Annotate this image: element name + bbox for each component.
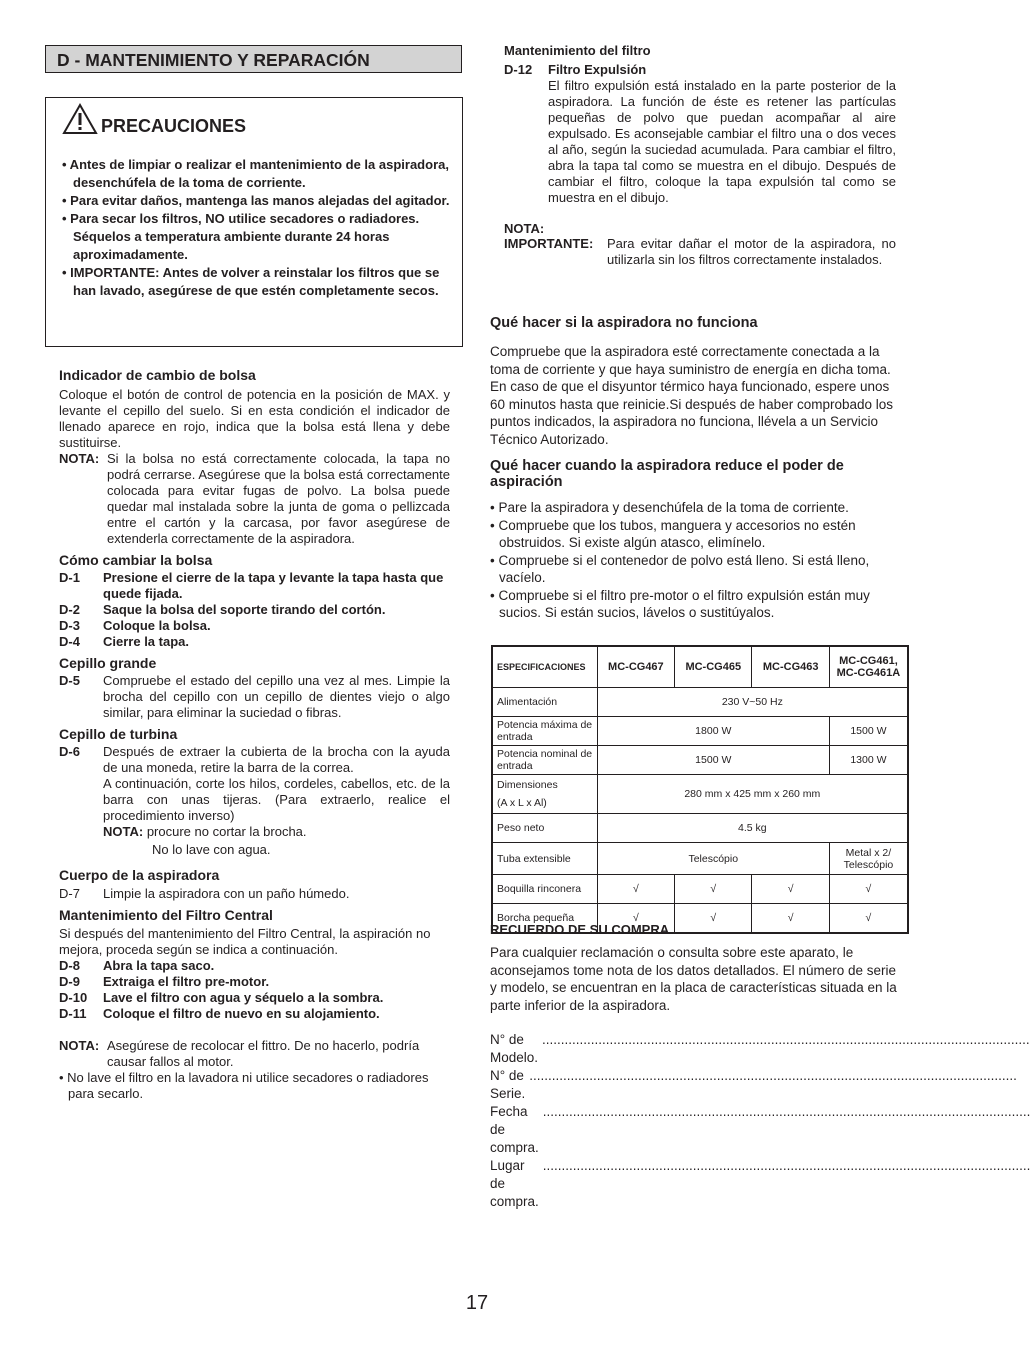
power-item: • Compruebe que los tubos, manguera y accesorios no estén obstruidos. Si existe algún atasco, elimínelo. <box>490 517 856 550</box>
body-title: Cuerpo de la aspiradora <box>59 867 220 883</box>
power-item: • Compruebe si el contenedor de polvo está lleno. Si está lleno, vacíelo. <box>490 552 870 585</box>
step-row <box>59 990 450 1006</box>
section-title: D - MANTENIMIENTO Y REPARACIÓN <box>45 45 462 73</box>
step-key: D-1 <box>59 570 80 585</box>
page-number: 17 <box>465 1292 489 1314</box>
left-column <box>59 367 450 1102</box>
purchase-field <box>490 1067 1017 1103</box>
step-key: D-9 <box>59 974 80 989</box>
table-cell: Potencia nominal de entrada <box>492 746 597 775</box>
precautions-title: PRECAUCIONES <box>101 116 247 136</box>
step-row <box>59 673 450 721</box>
nofunc-text: Compruebe que la aspiradora esté correctamente conectada a la toma de corriente y que haya suministro de energía en dicha toma. En caso de que el disyuntor térmico haya funcionado, espere unos 60 minutos hasta que reinicie.Si después de haber comprobado los puntos indicados, la aspiradora no funciona, llévela a un Servicio Técnico Autorizado. <box>490 344 894 447</box>
dotted-line: .................................................................................................................................. <box>542 1158 1030 1173</box>
check-icon: √ <box>829 875 908 904</box>
power-item: • Pare la aspiradora y desenchúfela de la toma de corriente. <box>490 500 849 515</box>
note-text: No lo lave con agua. <box>152 842 271 857</box>
step-text: Extraiga el filtro pre-motor. <box>103 974 270 989</box>
step-text: Compruebe el estado del cepillo una vez al mes. Limpie la brocha del cepillo con un cepillo de dientes viejo o algo similar, para eliminar la suciedad o fibras. <box>103 673 450 720</box>
table-header: MC-CG463 <box>752 646 829 688</box>
table-header: ESPECIFICACIONES <box>492 646 597 688</box>
note-label: NOTA: <box>59 1038 100 1053</box>
table-cell: Peso neto <box>492 814 597 843</box>
step-key: D-5 <box>59 673 80 688</box>
check-icon: √ <box>752 904 829 934</box>
bag-indicator-title: Indicador de cambio de bolsa <box>59 367 256 383</box>
step-row <box>59 886 450 902</box>
precaution-item: • Para secar los filtros, NO utilice secadores o radiadores. Séquelos a temperatura ambiente durante 24 horas aproximadamente. <box>62 211 420 262</box>
table-row <box>492 843 908 875</box>
table-cell: 230 V~50 Hz <box>597 688 908 717</box>
step-text: Limpie la aspiradora con un paño húmedo. <box>103 886 350 901</box>
table-cell: 1300 W <box>829 746 908 775</box>
spec-table <box>491 645 909 934</box>
step-key: D-6 <box>59 744 80 759</box>
table-row <box>492 688 908 717</box>
check-icon: √ <box>675 875 752 904</box>
table-row <box>492 775 908 814</box>
purchase-text: Para cualquier reclamación o consulta sobre este aparato, le aconsejamos tome nota de los datos detallados. El número de serie y modelo, se encuentran en la placa de características situada en la parte inferior de la aspiradora. <box>490 945 897 1013</box>
d12-row <box>504 62 896 206</box>
warning-icon <box>62 103 98 135</box>
check-icon: √ <box>675 904 752 934</box>
table-cell: Boquilla rinconera <box>492 875 597 904</box>
bag-indicator-text: Coloque el botón de control de potencia en la posición de MAX. y levante el cepillo del suelo. Si en esta condición el indicador de llenado aparece en rojo, indica que la bolsa está llena y debe sustituirse. <box>59 387 450 450</box>
change-bag-title: Cómo cambiar la bolsa <box>59 552 213 568</box>
table-cell: 4.5 kg <box>597 814 908 843</box>
step-text: Después de extraer la cubierta de la brocha con la ayuda de una moneda, retire la barra de la correa. <box>103 744 450 775</box>
field-label: Lugar de compra. <box>490 1158 539 1209</box>
note-label: NOTA: <box>103 824 144 839</box>
purchase-section <box>490 922 1030 1211</box>
bag-indicator-note <box>59 451 450 547</box>
purchase-fields <box>490 1031 1030 1211</box>
power-item: • Compruebe si el filtro pre-motor o el filtro expulsión están muy sucios. Si están sucios, lávelos o sustitúyalos. <box>490 587 870 620</box>
step-row <box>59 634 450 650</box>
table-cell: 1800 W <box>597 717 829 746</box>
purchase-field <box>490 1031 1030 1067</box>
step-text: Coloque la bolsa. <box>103 618 211 633</box>
step-key: D-10 <box>59 990 88 1005</box>
header-line: MC-CG461A <box>836 667 901 679</box>
dotted-line: .................................................................................................................................. <box>542 1032 1030 1047</box>
check-icon: √ <box>597 904 674 934</box>
table-row <box>492 717 908 746</box>
step-row <box>59 618 450 634</box>
d12-title: Filtro Expulsión <box>548 62 647 77</box>
dotted-line: .................................................................................................................................. <box>542 1104 1030 1119</box>
important-text: Para evitar dañar el motor de la aspiradora, no utilizarla sin los filtros correctamente instalados. <box>607 236 896 267</box>
table-row <box>492 875 908 904</box>
purchase-title: RECUERDO DE SU COMPRA <box>490 922 670 937</box>
step-text: Coloque el filtro de nuevo en su alojamiento. <box>103 1006 380 1021</box>
step-key: D-8 <box>59 958 80 973</box>
table-cell: Alimentación <box>492 688 597 717</box>
central-filter-note <box>59 1038 450 1070</box>
step-row <box>59 602 450 618</box>
table-cell: Tuba extensible <box>492 843 597 875</box>
header-line: MC-CG461, <box>839 655 898 667</box>
table-header: MC-CG467 <box>597 646 674 688</box>
nofunc-title: Qué hacer si la aspiradora no funciona <box>490 315 758 331</box>
troubleshoot-section <box>490 315 905 622</box>
table-row <box>492 814 908 843</box>
step-key: D-7 <box>59 886 80 901</box>
step-row <box>59 744 450 858</box>
central-filter-bullet <box>59 1070 450 1102</box>
step-text: A continuación, corte los hilos, cordeles, cabellos, etc. de la barra con unas tijeras. (Para extraerlo, realice el procedimiento inverso) <box>103 776 450 823</box>
note-label: NOTA: <box>59 451 100 466</box>
power-title: Qué hacer cuando la aspiradora reduce el poder de aspiración <box>490 458 844 490</box>
central-filter-text: Si después del mantenimiento del Filtro Central, la aspiración no mejora, proceda según se indica a continuación. <box>59 926 431 957</box>
step-row <box>59 958 450 974</box>
step-row <box>59 570 450 602</box>
table-cell: 1500 W <box>829 717 908 746</box>
note-text: Asegúrese de recolocar el fittro. De no hacerlo, podría causar fallos al motor. <box>107 1038 420 1069</box>
table-header-row <box>492 646 908 688</box>
table-cell: Telescópio <box>597 843 829 875</box>
step-text: Saque la bolsa del soporte tirando del cortón. <box>103 602 386 617</box>
step-key: D-11 <box>59 1006 87 1021</box>
field-label: Fecha de compra. <box>490 1104 539 1155</box>
field-label: N° de Serie. <box>490 1068 526 1101</box>
table-cell: Borcha pequeña <box>492 904 597 934</box>
step-text-block <box>103 744 450 858</box>
check-icon: √ <box>829 904 908 934</box>
dotted-line: .................................................................................................................................. <box>529 1068 1017 1083</box>
table-header: MC-CG465 <box>675 646 752 688</box>
power-list <box>490 499 905 622</box>
purchase-field <box>490 1103 1030 1157</box>
field-label: N° de Modelo. <box>490 1032 539 1065</box>
d12-block <box>548 62 896 206</box>
table-cell: Metal x 2/ Telescópio <box>829 843 908 875</box>
precaution-item: • Antes de limpiar o realizar el mantenimiento de la aspiradora, desenchúfela de la toma de corriente. <box>62 157 449 190</box>
filter-title: Mantenimiento del filtro <box>504 43 651 58</box>
step-text: Presione el cierre de la tapa y levante la tapa hasta que quede fijada. <box>103 570 444 601</box>
table-header <box>829 646 908 688</box>
precaution-item: • IMPORTANTE: Antes de volver a reinstalar los filtros que se han lavado, asegúrese de que estén completamente secos. <box>62 265 440 298</box>
precautions-list <box>62 156 452 300</box>
table-cell: 280 mm x 425 mm x 260 mm <box>597 775 908 814</box>
cell-line: Dimensiones <box>497 779 558 791</box>
bullet-item: • No lave el filtro en la lavadora ni utilice secadores o radiadores para secarlo. <box>59 1070 429 1101</box>
step-key: D-3 <box>59 618 80 633</box>
step-text: Cierre la tapa. <box>103 634 189 649</box>
note-text: procure no cortar la brocha. <box>146 824 307 839</box>
step-key: D-12 <box>504 62 533 77</box>
precaution-item: • Para evitar daños, mantenga las manos alejadas del agitador. <box>62 193 450 208</box>
central-filter-title: Mantenimiento del Filtro Central <box>59 907 273 923</box>
note-text: Si la bolsa no está correctamente colocada, la tapa no podrá cerrarse. Asegúrese que la bolsa está correctamente colocada para evitar fugas de polvo. La bolsa puede quedar mal instalada sobre la junta de goma o pellizcada entre el cartón y la carcasa, por favor asegúrese de extenderla correctamente de la aspiradora. <box>107 451 450 546</box>
step-text: Lave el filtro con agua y séquelo a la sombra. <box>103 990 384 1005</box>
d12-text: El filtro expulsión está instalado en la parte posterior de la aspiradora. La función de éste es retener las partículas pequeñas de polvo que puedan acompañar al aire expulsado. Es aconsejable cambiar el filtro una o dos veces al año, según la suciedad acumulada. Para cambiar el filtro, abra la tapa tal como se muestra en el dibujo. Después de cambiar el filtro, coloque la tapa expulsión tal como se muestra en el dibujo. <box>548 78 896 205</box>
turbo-note <box>103 824 450 840</box>
important-row <box>504 236 896 268</box>
purchase-field <box>490 1157 1030 1211</box>
table-row <box>492 746 908 775</box>
step-row <box>59 974 450 990</box>
brush-title: Cepillo grande <box>59 655 157 671</box>
cell-line: (A x L x Al) <box>497 797 547 809</box>
check-icon: √ <box>597 875 674 904</box>
step-row <box>59 1006 450 1022</box>
turbo-title: Cepillo de turbina <box>59 726 178 742</box>
nota-label: NOTA: <box>504 221 545 236</box>
important-label: IMPORTANTE: <box>504 236 594 251</box>
table-cell: Potencia máxima de entrada <box>492 717 597 746</box>
step-text: Abra la tapa saco. <box>103 958 215 973</box>
check-icon: √ <box>752 875 829 904</box>
step-key: D-2 <box>59 602 80 617</box>
filter-section <box>504 43 896 268</box>
step-key: D-4 <box>59 634 80 649</box>
table-cell: 1500 W <box>597 746 829 775</box>
table-cell <box>492 775 597 814</box>
